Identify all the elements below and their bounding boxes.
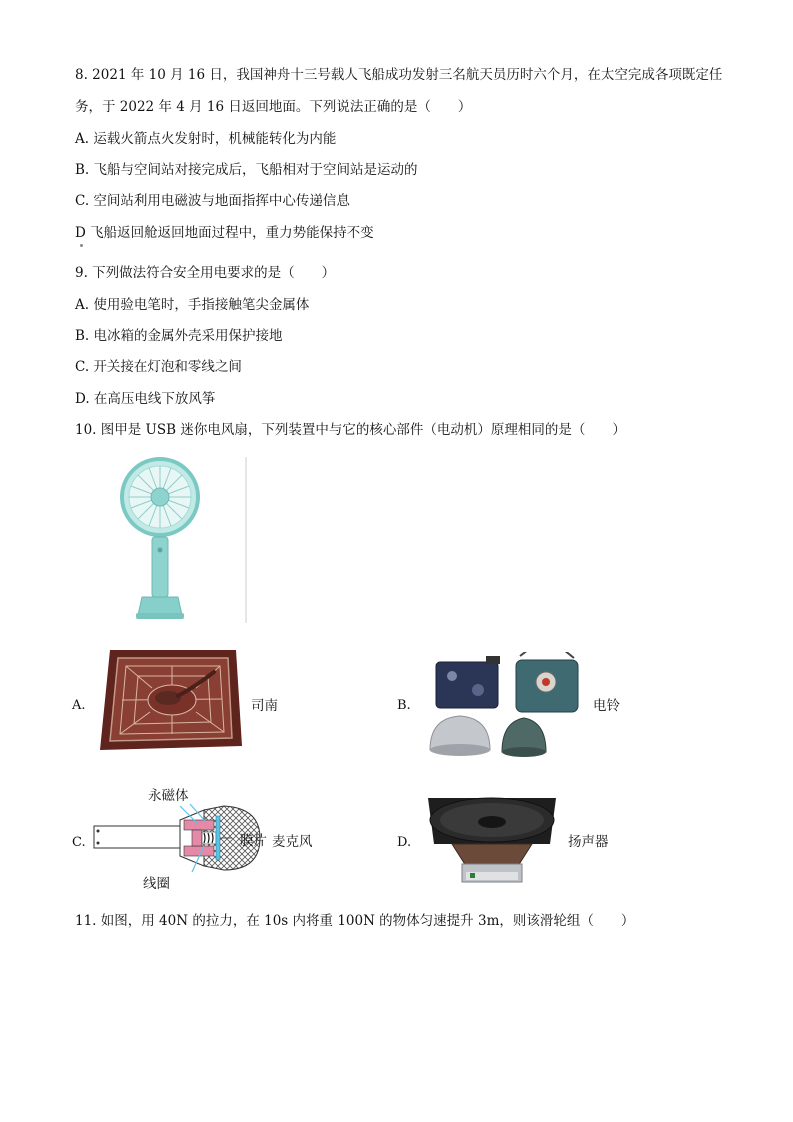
q10-choice-d-letter: D.	[397, 835, 412, 850]
q10-choice-a-caption: 司南	[251, 698, 278, 714]
q11-stem: 11. 如图，用 40N 的拉力，在 10s 内将重 100N 的物体匀速提升 3m，则该滑轮组（ ）	[75, 913, 635, 929]
q8-option-b: B. 飞船与空间站对接完成后，飞船相对于空间站是运动的	[75, 162, 418, 178]
electric-bell-image	[424, 652, 586, 760]
q10-choice-a-letter: A.	[72, 698, 86, 713]
microphone-label-magnet: 永磁体	[148, 788, 189, 804]
q9-option-d: D. 在高压电线下放风筝	[75, 391, 216, 407]
stray-mark	[80, 244, 83, 247]
q8-stem-line2: 务，于 2022 年 4 月 16 日返回地面。下列说法正确的是（ ）	[75, 99, 472, 115]
q10-stem: 10. 图甲是 USB 迷你电风扇，下列装置中与它的核心部件（电动机）原理相同的是（ ）	[75, 422, 626, 438]
q8-option-c: C. 空间站利用电磁波与地面指挥中心传递信息	[75, 193, 350, 209]
q8-stem-line1: 8. 2021 年 10 月 16 日，我国神舟十三号载人飞船成功发射三名航天员历时六个月，在太空完成各项既定任	[75, 67, 723, 83]
q9-option-a: A. 使用验电笔时，手指接触笔尖金属体	[75, 297, 310, 313]
q10-choice-c-letter: C.	[72, 835, 86, 850]
q9-option-c: C. 开关接在灯泡和零线之间	[75, 359, 242, 375]
usb-fan-image	[112, 455, 252, 625]
q10-choice-b-letter: B.	[397, 698, 411, 713]
loudspeaker-image	[418, 790, 566, 890]
microphone-label-coil: 线圈	[143, 876, 170, 892]
q9-stem: 9. 下列做法符合安全用电要求的是（ ）	[75, 265, 336, 281]
microphone-diagram	[92, 800, 264, 884]
q8-option-a: A. 运载火箭点火发射时，机械能转化为内能	[75, 131, 337, 147]
q10-choice-d-caption: 扬声器	[568, 834, 609, 850]
q10-choice-c-caption: 麦克风	[272, 834, 313, 850]
q9-option-b: B. 电冰箱的金属外壳采用保护接地	[75, 328, 283, 344]
q10-choice-b-caption: 电铃	[593, 698, 620, 714]
microphone-label-diaphragm: 膜片	[240, 833, 267, 849]
sinan-compass-image	[96, 648, 244, 752]
q8-option-d: D 飞船返回舱返回地面过程中，重力势能保持不变	[75, 225, 374, 241]
